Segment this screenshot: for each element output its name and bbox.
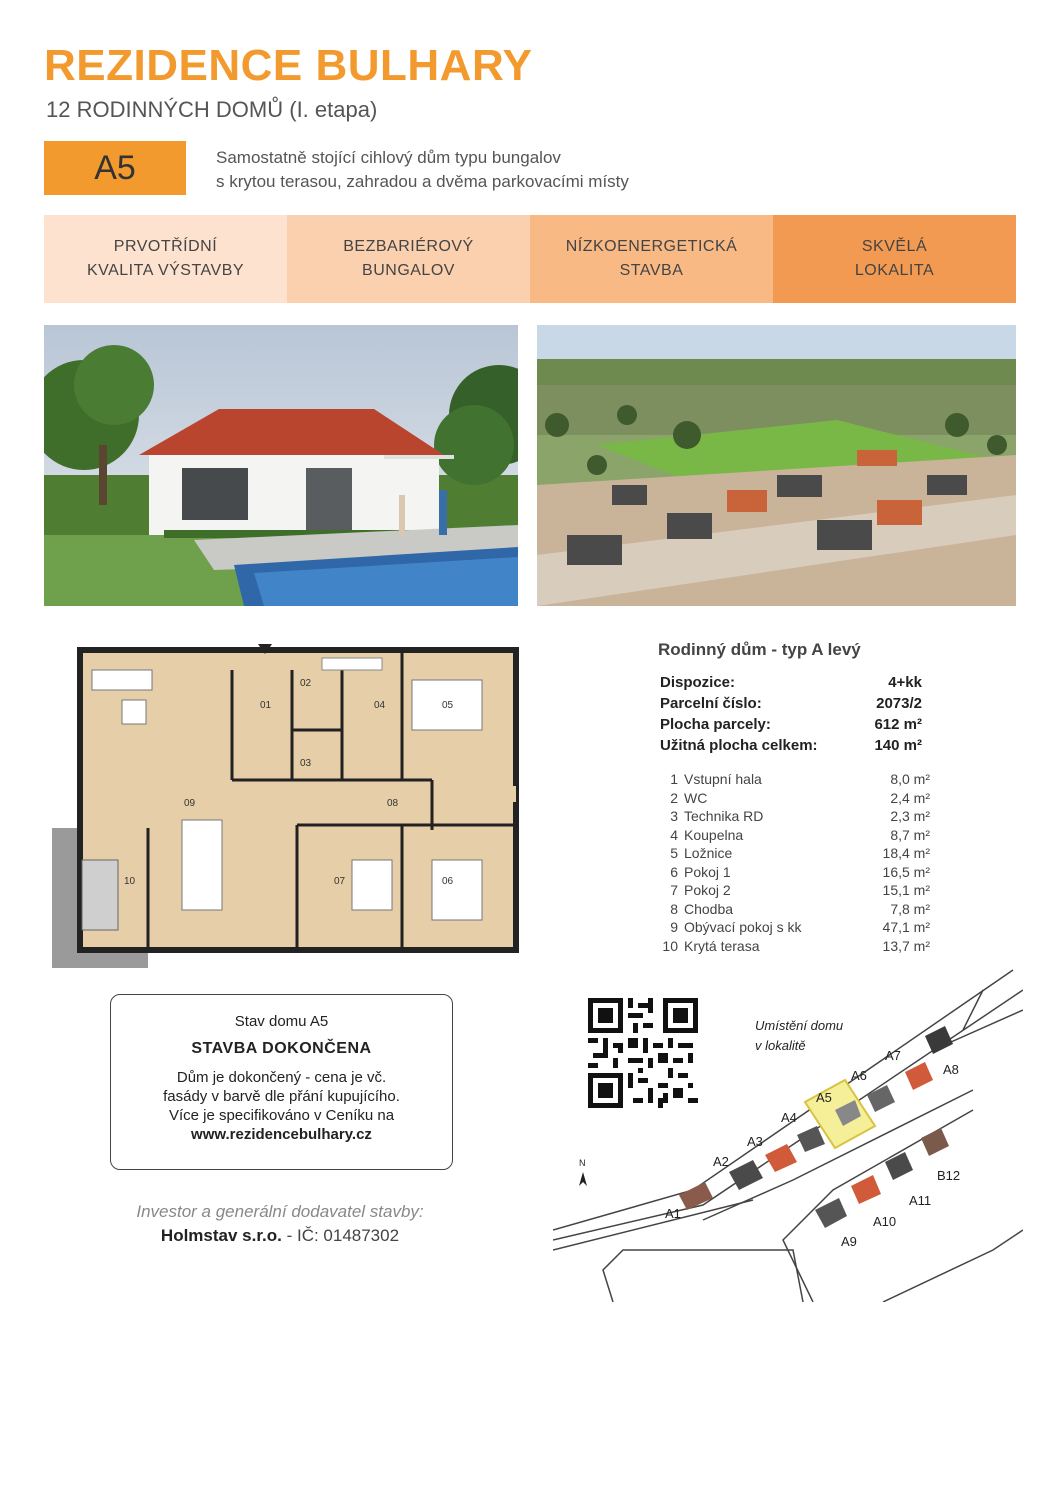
- plot-label: A2: [713, 1154, 729, 1169]
- room-name: Vstupní hala: [684, 771, 762, 787]
- description-line: Samostatně stojící cihlový dům typu bungalov: [216, 148, 561, 167]
- room-area: 13,7 m²: [882, 937, 930, 954]
- room-name: Koupelna: [684, 826, 744, 843]
- room-number: 10: [662, 937, 678, 954]
- plot-label: A3: [747, 1134, 763, 1149]
- room-name: Pokoj 1: [684, 863, 731, 880]
- company-line: [60, 1226, 500, 1246]
- plot-label: A9: [841, 1234, 857, 1249]
- list-item: [650, 863, 930, 882]
- room-area: 16,5 m²: [882, 863, 930, 880]
- list-item: [650, 844, 930, 863]
- status-state: STAVBA DOKONČENA: [191, 1040, 372, 1057]
- room-name: Pokoj 2: [684, 882, 731, 898]
- feature-quality: PRVOTŘÍDNÍ KVALITA VÝSTAVBY: [44, 215, 287, 303]
- plot-label: A7: [885, 1048, 901, 1063]
- kv-value: 2073/2: [876, 695, 922, 712]
- list-item: [650, 881, 930, 900]
- north-arrow-icon: [579, 1158, 587, 1186]
- room-number: 6: [670, 863, 678, 880]
- room-number: 9: [670, 919, 678, 935]
- kv-label: Užitná plocha celkem:: [660, 737, 818, 754]
- room-area: 8,0 m²: [890, 771, 930, 787]
- kv-value: 4+kk: [888, 674, 922, 691]
- kv-uzitna-plocha: [660, 735, 922, 756]
- feature-bar: [44, 215, 1016, 303]
- plan-room-label: 06: [442, 876, 454, 887]
- plot-label: A10: [873, 1214, 897, 1229]
- map-location-label: v lokalitě: [755, 1038, 806, 1053]
- room-name: WC: [684, 789, 708, 806]
- room-name: Ložnice: [684, 845, 733, 861]
- plan-room-label: 05: [442, 700, 454, 711]
- plot-label: A6: [851, 1068, 867, 1083]
- room-area: 15,1 m²: [882, 882, 930, 898]
- room-name: Technika RD: [684, 808, 764, 824]
- kv-value: 612 m²: [874, 716, 922, 733]
- plot-label: A1: [665, 1206, 681, 1221]
- plan-room-label: 01: [260, 700, 272, 711]
- room-area: 8,7 m²: [890, 826, 930, 843]
- room-number: 7: [670, 882, 678, 898]
- company-ico: - IČ: 01487302: [281, 1226, 400, 1245]
- room-name: Obývací pokoj s kk: [684, 919, 802, 935]
- list-item: [650, 807, 930, 826]
- page-title: REZIDENCE BULHARY: [44, 41, 533, 90]
- feature-barrier-free: BEZBARIÉROVÝ BUNGALOV: [287, 215, 530, 303]
- investor-label: Investor a generální dodavatel stavby:: [136, 1202, 424, 1221]
- room-number: 3: [670, 808, 678, 824]
- status-line: Dům je dokončený - cena je vč.: [176, 1069, 387, 1086]
- room-number: 1: [670, 771, 678, 787]
- list-item: [650, 789, 930, 808]
- room-area: 7,8 m²: [890, 900, 930, 917]
- list-item: [650, 826, 930, 845]
- key-values: [650, 672, 922, 756]
- room-area: 2,4 m²: [890, 789, 930, 806]
- company-name: Holmstav s.r.o.: [160, 1226, 282, 1245]
- kv-dispozice: [660, 672, 922, 693]
- room-number: 5: [670, 845, 678, 861]
- description-line: s krytou terasou, zahradou a dvěma parkovacími místy: [216, 172, 629, 191]
- feature-low-energy: NÍZKOENERGETICKÁ STAVBA: [530, 215, 773, 303]
- aerial-site-photo: [537, 325, 1016, 606]
- qr-code-icon[interactable]: [588, 998, 698, 1108]
- floor-plan: [52, 640, 520, 970]
- plot-label: A8: [943, 1062, 959, 1077]
- plot-label: B12: [937, 1168, 961, 1183]
- house-info: [650, 640, 940, 955]
- kv-plocha-parcely: [660, 714, 922, 735]
- plan-room-label: 02: [300, 678, 312, 689]
- room-area: 2,3 m²: [890, 808, 930, 824]
- house-description: [216, 146, 629, 194]
- room-number: 4: [670, 826, 678, 843]
- room-name: Krytá terasa: [684, 937, 760, 954]
- status-text: [111, 1068, 452, 1144]
- plan-room-label: 10: [124, 876, 136, 887]
- info-title: Rodinný dům - typ A levý: [658, 640, 861, 659]
- house-rendering-photo: [44, 325, 518, 606]
- room-number: 8: [670, 900, 678, 917]
- kv-label: Dispozice:: [660, 674, 736, 691]
- house-code-badge: A5: [44, 141, 186, 195]
- page-subtitle: 12 RODINNÝCH DOMŮ (I. etapa): [46, 97, 378, 122]
- website-link[interactable]: www.rezidencebulhary.cz: [191, 1126, 372, 1143]
- plan-room-label: 03: [300, 758, 312, 769]
- kv-label: Plocha parcely:: [660, 716, 771, 733]
- feature-location: SKVĚLÁ LOKALITA: [773, 215, 1016, 303]
- plot-label: A11: [909, 1193, 932, 1208]
- plan-room-label: 09: [184, 798, 196, 809]
- status-box: [110, 994, 453, 1170]
- map-location-label: Umístění domu: [755, 1018, 844, 1033]
- plan-room-label: 07: [334, 876, 346, 887]
- kv-value: 140 m²: [874, 737, 922, 754]
- north-label: N: [579, 1158, 586, 1168]
- status-heading: Stav domu A5: [234, 1013, 329, 1030]
- room-area: 47,1 m²: [882, 919, 930, 935]
- room-name: Chodba: [684, 900, 734, 917]
- list-item: [650, 770, 930, 789]
- kv-label: Parcelní číslo:: [660, 695, 762, 712]
- plot-label: A4: [781, 1110, 797, 1125]
- room-area: 18,4 m²: [882, 845, 930, 861]
- status-line: Více je specifikováno v Ceníku na: [168, 1107, 395, 1124]
- list-item: [650, 900, 930, 919]
- status-line: fasády v barvě dle přání kupujícího.: [163, 1088, 400, 1105]
- plan-room-label: 08: [387, 798, 399, 809]
- plot-label: A5: [816, 1090, 832, 1105]
- list-item: [650, 918, 930, 937]
- plan-room-label: 04: [374, 700, 386, 711]
- room-list: [650, 770, 930, 955]
- room-number: 2: [670, 789, 678, 806]
- kv-parcela: [660, 693, 922, 714]
